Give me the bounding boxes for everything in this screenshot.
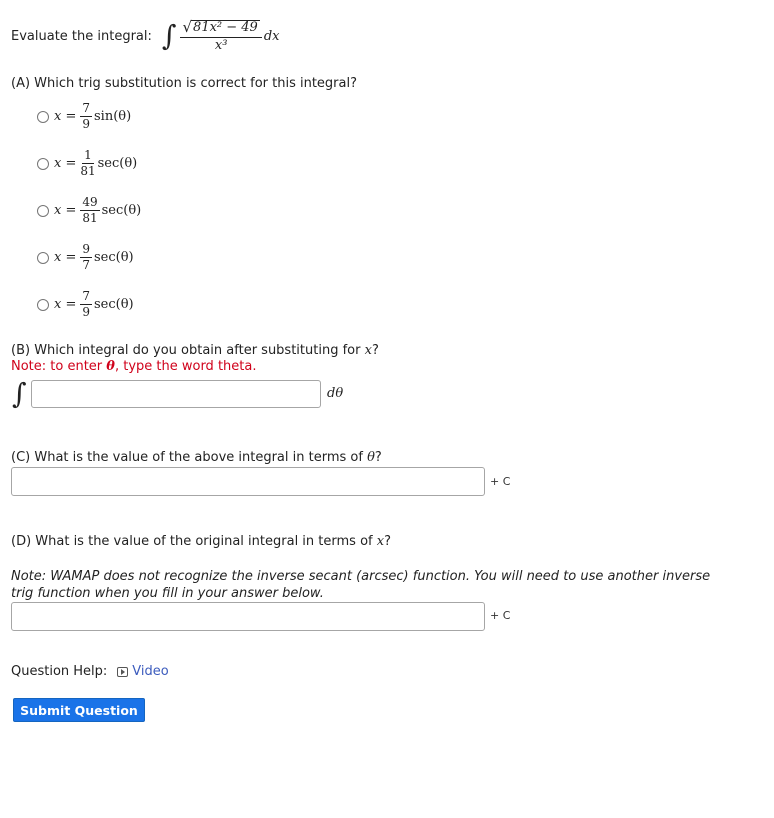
- part-d-plus-c: + C: [490, 609, 511, 622]
- choice-5-lhs: x =: [54, 297, 77, 312]
- choice-3-fraction: [80, 196, 99, 225]
- choice-2-fraction: [80, 149, 95, 178]
- part-d-note: Note: WAMAP does not recognize the inverse secant (arcsec) function. You will need to use another inverse trig function when you fill in your answer below.: [11, 569, 711, 601]
- radio-choice-5[interactable]: [37, 299, 49, 311]
- choice-1-numerator: 7: [82, 101, 90, 115]
- choice-3-denominator: 81: [82, 211, 98, 225]
- problem-statement: [11, 14, 280, 58]
- question-help-label: Question Help:: [11, 664, 108, 679]
- choice-2[interactable]: [37, 149, 137, 178]
- choice-1-lhs: x =: [54, 109, 77, 124]
- choice-2-numerator: 1: [84, 148, 92, 162]
- square-root: [182, 17, 259, 36]
- choice-2-function: sec(θ): [97, 156, 138, 171]
- choice-5-denominator: 9: [82, 305, 90, 319]
- choice-4-function: sec(θ): [94, 250, 134, 265]
- choice-1-function: sin(θ): [94, 109, 132, 124]
- dtheta-label: dθ: [327, 386, 344, 401]
- choice-4-lhs: x =: [54, 250, 77, 265]
- dx-label: dx: [263, 28, 280, 44]
- choice-4-denominator: 7: [82, 258, 90, 272]
- part-b-note-prefix: Note: to enter: [11, 359, 107, 374]
- part-b-note-suffix: , type the word theta.: [114, 359, 257, 374]
- radicand: 81x² − 49: [193, 19, 258, 35]
- video-link[interactable]: Video: [132, 664, 169, 679]
- radio-choice-2[interactable]: [37, 158, 49, 170]
- integrand-denominator: x³: [214, 37, 228, 53]
- part-d-question-suffix: ?: [384, 534, 391, 549]
- choice-3-function: sec(θ): [101, 203, 142, 218]
- part-b-integral-symbol: ∫: [12, 377, 27, 410]
- part-c-plus-c: + C: [490, 475, 511, 488]
- integrand-fraction: [180, 17, 261, 53]
- choice-1[interactable]: [37, 102, 131, 131]
- choice-5-fraction: [80, 290, 92, 319]
- part-b-integral-input[interactable]: [31, 380, 321, 408]
- part-b-question-prefix: (B) Which integral do you obtain after substituting for: [11, 343, 365, 358]
- radio-choice-1[interactable]: [37, 111, 49, 123]
- part-d-question-prefix: (D) What is the value of the original integral in terms of: [11, 534, 377, 549]
- part-c-question-suffix: ?: [374, 450, 382, 465]
- part-b-question: [11, 343, 379, 358]
- choice-4-fraction: [80, 243, 92, 272]
- part-b-question-var: x: [364, 343, 372, 358]
- radio-choice-4[interactable]: [37, 252, 49, 264]
- part-d-question-var: x: [376, 534, 385, 549]
- part-b-note-theta: θ: [106, 359, 115, 374]
- choice-1-fraction: [80, 102, 92, 131]
- prompt-label: Evaluate the integral:: [11, 28, 152, 44]
- part-d-question: [11, 534, 391, 549]
- question-help: [11, 664, 169, 679]
- part-d-answer-input[interactable]: [11, 602, 485, 631]
- choice-3[interactable]: [37, 196, 141, 225]
- part-c-answer-input[interactable]: [11, 467, 485, 496]
- choice-1-denominator: 9: [82, 117, 90, 131]
- choice-2-denominator: 81: [80, 164, 96, 178]
- part-c-question-prefix: (C) What is the value of the above integral in terms of: [11, 450, 368, 465]
- choice-4-numerator: 9: [82, 242, 90, 256]
- video-play-icon[interactable]: [117, 667, 128, 677]
- part-c-question-var: θ: [367, 450, 375, 465]
- integral-symbol: ∫: [161, 19, 177, 52]
- part-b-note: [11, 359, 256, 374]
- choice-2-lhs: x =: [54, 156, 77, 171]
- choice-3-lhs: x =: [54, 203, 77, 218]
- choice-4[interactable]: [37, 243, 134, 272]
- choice-5-function: sec(θ): [94, 297, 134, 312]
- part-a-question: (A) Which trig substitution is correct for this integral?: [11, 76, 357, 91]
- submit-question-button[interactable]: Submit Question: [13, 698, 145, 722]
- radio-choice-3[interactable]: [37, 205, 49, 217]
- radical-sign: √: [182, 17, 193, 36]
- part-b-question-suffix: ?: [371, 343, 379, 358]
- part-c-question: [11, 450, 382, 465]
- choice-5[interactable]: [37, 290, 134, 319]
- choice-5-numerator: 7: [82, 289, 90, 303]
- choice-3-numerator: 49: [82, 195, 98, 209]
